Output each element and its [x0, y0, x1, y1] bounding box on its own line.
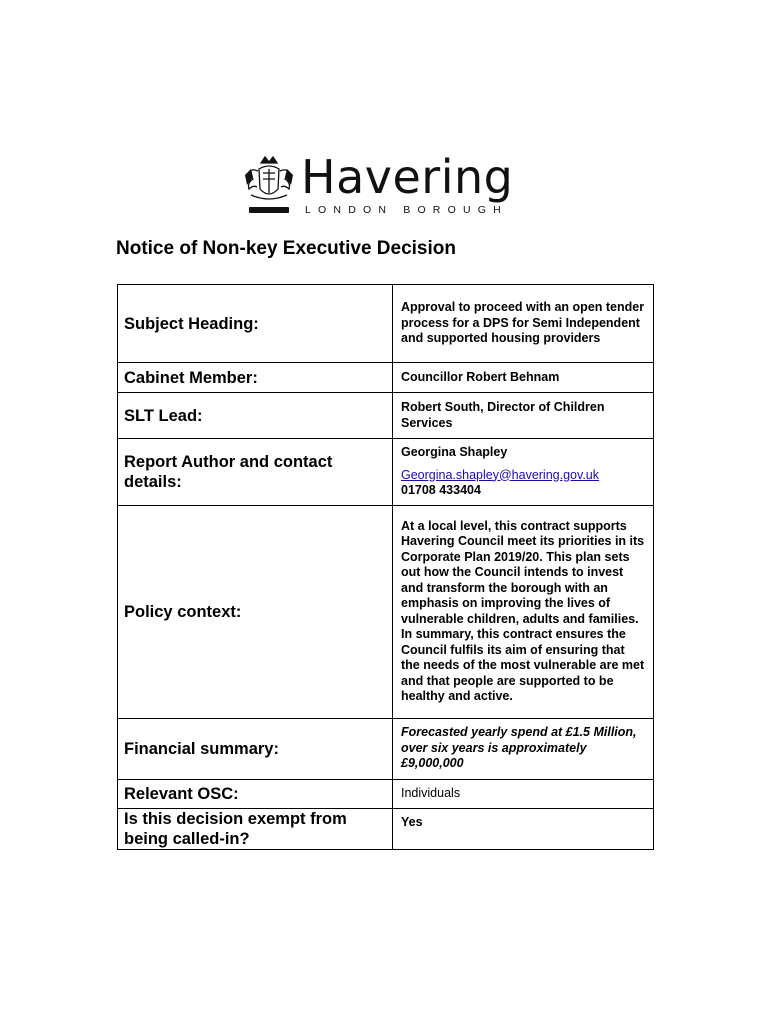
havering-logo [243, 150, 523, 217]
row-value: Councillor Robert Behnam [393, 363, 654, 393]
page-title: Notice of Non-key Executive Decision [116, 238, 456, 259]
author-email-link[interactable]: Georgina.shapley@havering.gov.uk [401, 467, 599, 482]
table-row [118, 718, 654, 779]
author-name: Georgina Shapley [401, 445, 508, 459]
row-label: Relevant OSC: [118, 779, 393, 808]
row-label: Report Author and contact details: [118, 439, 393, 506]
contact-details [393, 439, 654, 506]
row-value: Individuals [393, 779, 654, 808]
row-label: Subject Heading: [118, 285, 393, 363]
table-row [118, 779, 654, 808]
row-value: Robert South, Director of Children Services [393, 393, 654, 439]
row-value: Yes [393, 808, 654, 849]
author-phone: 01708 433404 [401, 483, 481, 497]
council-crest-icon [243, 155, 295, 217]
table-row [118, 285, 654, 363]
row-value: Forecasted yearly spend at £1.5 Million, over six years is approximately £9,000,000 [393, 718, 654, 779]
table-row [118, 393, 654, 439]
table-row [118, 808, 654, 849]
row-label: Financial summary: [118, 718, 393, 779]
table-row [118, 363, 654, 393]
row-value: Approval to proceed with an open tender process for a DPS for Semi Independent and supported housing providers [393, 285, 654, 363]
logo-subtitle: LONDON BOROUGH [305, 204, 508, 216]
logo-wordmark: Havering [301, 150, 514, 204]
row-label: Policy context: [118, 505, 393, 718]
row-label: Is this decision exempt from being called-in? [118, 808, 393, 849]
table-row [118, 505, 654, 718]
row-value: At a local level, this contract supports Havering Council meet its priorities in its Corporate Plan 2019/20. This plan sets out how the Council intends to invest and transform the borough with an emphasis on improving the lives of vulnerable children, adults and families. In summary, this contract ensures the Council fulfils its aim of ensuring that the needs of the most vulnerable are met and that people are supported to be healthy and active. [393, 505, 654, 718]
decision-table [117, 284, 654, 850]
table-row [118, 439, 654, 506]
row-label: SLT Lead: [118, 393, 393, 439]
row-label: Cabinet Member: [118, 363, 393, 393]
